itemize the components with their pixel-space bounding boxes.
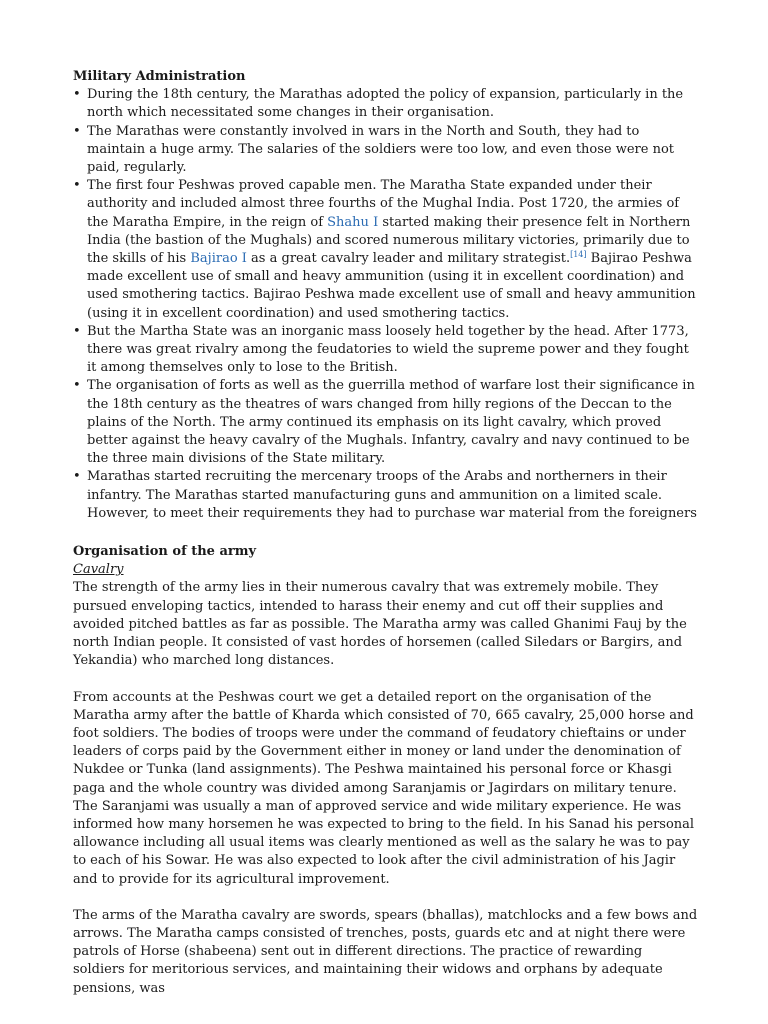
subheading-cavalry: Cavalry [73, 562, 124, 578]
spacer [73, 671, 698, 689]
bullet-item: • Marathas started recruiting the mercenary troops of the Arabs and northerners in their infantry. The Marathas started manufacturing guns and ammunition on a limited scale. However, to meet their requirements they had to purchase war material from the foreigners [73, 468, 698, 523]
bullet-item: • The organisation of forts as well as the guerrilla method of warfare lost their significance in the 18th century as the theatres of wars changed from hilly regions of the Deccan to the plains of the North. The army continued its emphasis on its light cavalry, which proved better against the heavy cavalry of the Mughals. Infantry, cavalry and navy continued to be the three main divisions of the State military. [73, 377, 698, 468]
shahu-i-link[interactable]: Shahu I [327, 214, 379, 230]
bullet-item: • The Marathas were constantly involved in wars in the North and South, they had to maintain a huge army. The salaries of the soldiers were too low, and even those were not paid, regularly. [73, 123, 698, 178]
document-page [73, 68, 698, 998]
section-heading-organisation: Organisation of the army [73, 544, 257, 560]
paragraph: The strength of the army lies in their numerous cavalry that was extremely mobile. They pursued enveloping tactics, intended to harass their enemy and cut off their supplies and avoided pitched battles as far as possible. The Maratha army was called Ghanimi Fauj by the north Indian people. It consisted of vast hordes of horsemen (called Siledars or Bargirs, and Yekandia) who marched long distances. [73, 580, 687, 669]
paragraph: From accounts at the Peshwas court we get a detailed report on the organisation of the Maratha army after the battle of Kharda which consisted of 70, 665 cavalry, 25,000 horse and foot soldiers. The bodies of troops were under the command of feudatory chieftains or under leaders of corps paid by the Government either in money or land under the denomination of Nukdee or Tunka (land assignments). The Peshwa maintained his personal force or Khasgi paga and the whole country was divided among Saranjamis or Jagirdars on military tenure. The Saranjami was usually a man of approved service and wide military experience. He was informed how many horsemen he was expected to bring to the field. In his Sanad his personal allowance including all usual items was clearly mentioned as well as the salary he was to pay to each of his Sowar. He was also expected to look after the civil administration of his Jagir and to provide for its agricultural improvement. [73, 689, 695, 887]
bullet-text: started making their presence felt in Northern India (the bastion of the Mughals) and scored numerous military victories, primarily due to the skills of his [87, 214, 691, 267]
bullet-item: • But the Martha State was an inorganic mass loosely held together by the head. After 1773, there was great rivalry among the feudatories to wield the supreme power and they fought it among themselves only to lose to the British. [73, 323, 698, 378]
reference-14-link[interactable]: [14] [570, 250, 587, 260]
bajirao-i-link[interactable]: Bajirao I [190, 251, 247, 267]
bullet-text: as a great cavalry leader and military strategist. [246, 251, 571, 267]
military-admin-bullet-list [73, 86, 698, 523]
bullet-item [73, 177, 698, 323]
section-heading-military-administration: Military Administration [73, 69, 246, 84]
bullet-text: The first four Peshwas proved capable men. The Maratha State expanded under their authority and included almost three fourths of the Mughal India. Post 1720, the armies of the Maratha Empire, in the reign of [87, 178, 680, 230]
paragraph: The arms of the Maratha cavalry are swords, spears (bhallas), matchlocks and a few bows and arrows. The Maratha camps consisted of trenches, posts, guards etc and at night there were patrols of Horse (shabeena) sent out in different directions. The practice of rewarding soldiers for meritorious services, and maintaining their widows and orphans by adequate pensions, was [73, 907, 698, 996]
bullet-item: • During the 18th century, the Marathas adopted the policy of expansion, particularly in the north which necessitated some changes in their organisation. [73, 86, 698, 122]
bullet-text: Bajirao Peshwa made excellent use of small and heavy ammunition (using it in excellent coordination) and used smothering tactics. Bajirao Peshwa made excellent use of small and heavy ammunition (using it in excellent coordination) and used smothering tactics. [87, 251, 696, 321]
spacer [73, 523, 698, 543]
spacer [73, 889, 698, 907]
